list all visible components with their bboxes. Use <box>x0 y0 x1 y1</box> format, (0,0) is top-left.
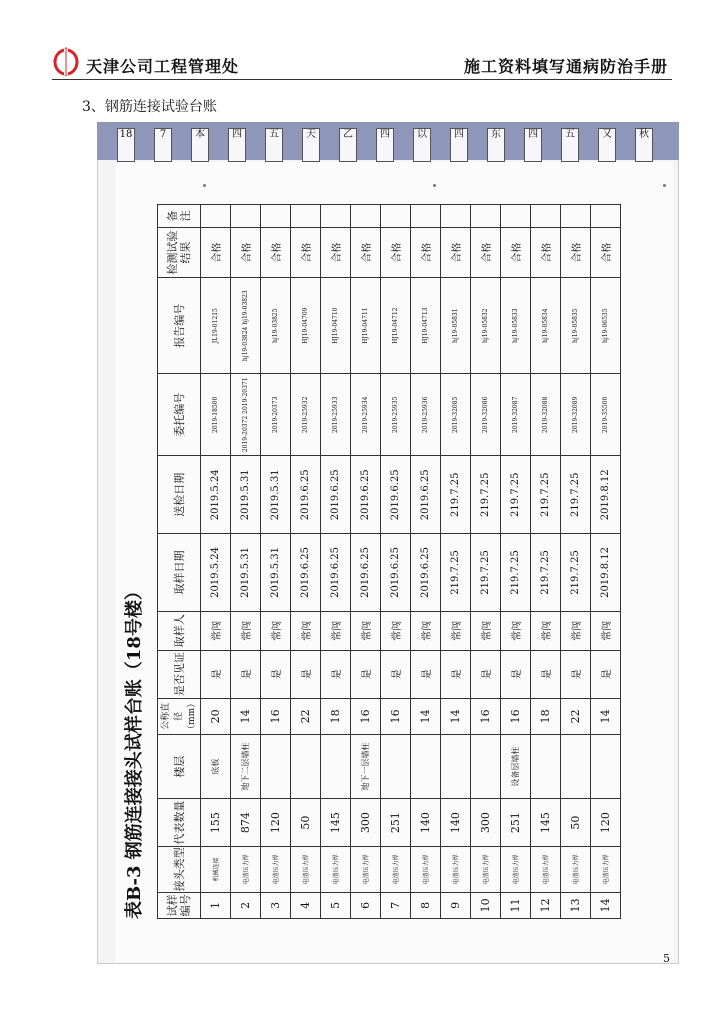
table-row <box>261 205 291 919</box>
cell-floor <box>591 735 621 799</box>
cell-sample-no: 2 <box>231 892 261 918</box>
cell-sample-date: 2019.6.25 <box>321 534 351 612</box>
cell-quantity: 140 <box>441 799 471 847</box>
header-send-date: 送检日期 <box>158 456 201 534</box>
binder-tab: 东 <box>487 128 505 162</box>
cell-send-date: 219.7.25 <box>441 456 471 534</box>
cell-remark <box>381 205 411 228</box>
cell-commission-no: 2019-20372 2019-20371 <box>231 374 261 456</box>
cell-diameter: 18 <box>321 698 351 735</box>
header-floor: 楼层 <box>158 735 201 799</box>
cell-sample-date: 2019.6.25 <box>351 534 381 612</box>
cell-joint-type: 电渣压力焊 <box>471 847 501 893</box>
cell-joint-type: 电渣压力焊 <box>591 847 621 893</box>
cell-result: 合格 <box>321 227 351 277</box>
cell-diameter: 14 <box>441 698 471 735</box>
cell-sampler: 常闯 <box>261 611 291 650</box>
cell-sampler: 常闯 <box>561 611 591 650</box>
table-row <box>501 205 531 919</box>
cell-send-date: 2019.6.25 <box>351 456 381 534</box>
cell-sampler: 常闯 <box>291 611 321 650</box>
header-sample-date: 取样日期 <box>158 534 201 612</box>
table-row <box>561 205 591 919</box>
cell-diameter: 14 <box>591 698 621 735</box>
cell-result: 合格 <box>501 227 531 277</box>
cell-result: 合格 <box>291 227 321 277</box>
cell-quantity: 50 <box>291 799 321 847</box>
cell-remark <box>501 205 531 228</box>
cell-sample-no: 14 <box>591 892 621 918</box>
cell-floor: 地下二层墙柱 <box>231 735 261 799</box>
cell-commission-no: 2019-35500 <box>591 374 621 456</box>
cell-floor: 底板 <box>201 735 231 799</box>
header-divider <box>52 79 672 80</box>
header-diameter: 公称直径（mm） <box>158 698 201 735</box>
cell-send-date: 2019.6.25 <box>381 456 411 534</box>
cell-sample-no: 12 <box>531 892 561 918</box>
cell-remark <box>561 205 591 228</box>
cell-report-no: hj19-03824 hj19-03823 <box>231 278 261 374</box>
cell-result: 合格 <box>201 227 231 277</box>
cell-report-no: hj19-05835 <box>561 278 591 374</box>
cell-sample-date: 2019.8.12 <box>591 534 621 612</box>
cell-remark <box>261 205 291 228</box>
cell-sample-no: 5 <box>321 892 351 918</box>
table-row <box>411 205 441 919</box>
header-joint-type: 接头类型 <box>158 847 201 893</box>
cell-joint-type: 电渣压力焊 <box>261 847 291 893</box>
header-quantity: 代表数量 <box>158 799 201 847</box>
cell-quantity: 251 <box>501 799 531 847</box>
cell-report-no: HJ19-04712 <box>381 278 411 374</box>
cell-witness: 是 <box>201 650 231 698</box>
cell-diameter: 14 <box>411 698 441 735</box>
table-row <box>441 205 471 919</box>
cell-sample-date: 2019.5.24 <box>201 534 231 612</box>
cell-sampler: 常闯 <box>321 611 351 650</box>
cell-remark <box>441 205 471 228</box>
cell-sample-date: 2019.6.25 <box>381 534 411 612</box>
cell-witness: 是 <box>411 650 441 698</box>
cell-remark <box>291 205 321 228</box>
table-row <box>471 205 501 919</box>
cell-commission-no: 2019-32085 <box>441 374 471 456</box>
cell-result: 合格 <box>591 227 621 277</box>
cell-joint-type: 电渣压力焊 <box>501 847 531 893</box>
cell-diameter: 22 <box>561 698 591 735</box>
table-row <box>531 205 561 919</box>
header-result: 检测试验结果 <box>158 227 201 277</box>
cell-joint-type: 电渣压力焊 <box>351 847 381 893</box>
cell-sample-date: 219.7.25 <box>531 534 561 612</box>
cell-report-no: hj19-05831 <box>441 278 471 374</box>
cell-sampler: 常闯 <box>531 611 561 650</box>
table-header-row <box>158 205 201 919</box>
cell-diameter: 16 <box>261 698 291 735</box>
cell-sample-date: 219.7.25 <box>501 534 531 612</box>
cell-report-no: hj19-05832 <box>471 278 501 374</box>
cell-sampler: 常闯 <box>591 611 621 650</box>
cell-report-no: HJ19-04709 <box>291 278 321 374</box>
binder-tab: 五 <box>561 128 579 162</box>
cell-sample-date: 2019.6.25 <box>291 534 321 612</box>
cell-quantity: 50 <box>561 799 591 847</box>
cell-witness: 是 <box>471 650 501 698</box>
cell-sampler: 常闯 <box>471 611 501 650</box>
table-title: 表B-3 钢筋连接接头试样台账（18号楼） <box>124 582 145 919</box>
cell-remark <box>321 205 351 228</box>
table-row <box>351 205 381 919</box>
cell-quantity: 145 <box>531 799 561 847</box>
cell-witness: 是 <box>441 650 471 698</box>
cell-commission-no: 2019-32088 <box>531 374 561 456</box>
table-row <box>321 205 351 919</box>
cell-floor <box>561 735 591 799</box>
ledger-table <box>157 204 621 919</box>
cell-result: 合格 <box>381 227 411 277</box>
cell-diameter: 22 <box>291 698 321 735</box>
cell-send-date: 219.7.25 <box>501 456 531 534</box>
cell-send-date: 219.7.25 <box>561 456 591 534</box>
cell-joint-type: 电渣压力焊 <box>441 847 471 893</box>
cell-result: 合格 <box>561 227 591 277</box>
cell-commission-no: 2019-25936 <box>411 374 441 456</box>
cell-sampler: 常闯 <box>231 611 261 650</box>
cell-joint-type: 电渣压力焊 <box>231 847 261 893</box>
table-row <box>231 205 261 919</box>
cell-sampler: 常闯 <box>201 611 231 650</box>
binder-tab: 秋 <box>635 128 653 162</box>
cell-commission-no: 2019-25932 <box>291 374 321 456</box>
table-row <box>201 205 231 919</box>
cell-result: 合格 <box>411 227 441 277</box>
cell-sample-no: 4 <box>291 892 321 918</box>
binder-tab: 天 <box>302 128 320 162</box>
cell-witness: 是 <box>531 650 561 698</box>
cell-witness: 是 <box>501 650 531 698</box>
cell-sample-no: 6 <box>351 892 381 918</box>
company-logo-icon <box>51 45 81 77</box>
cell-result: 合格 <box>351 227 381 277</box>
binder-tab: 以 <box>413 128 431 162</box>
cell-sample-date: 2019.5.31 <box>231 534 261 612</box>
cell-quantity: 300 <box>471 799 501 847</box>
cell-report-no: hj19-05833 <box>501 278 531 374</box>
cell-remark <box>411 205 441 228</box>
cell-quantity: 251 <box>381 799 411 847</box>
rotated-table-container <box>115 204 613 919</box>
cell-witness: 是 <box>231 650 261 698</box>
cell-sample-no: 11 <box>501 892 531 918</box>
table-row <box>591 205 621 919</box>
binder-tab: 五 <box>265 128 283 162</box>
cell-joint-type: 电渣压力焊 <box>561 847 591 893</box>
cell-sample-date: 219.7.25 <box>561 534 591 612</box>
cell-diameter: 16 <box>471 698 501 735</box>
cell-floor <box>261 735 291 799</box>
cell-sample-no: 13 <box>561 892 591 918</box>
header-commission-no: 委托编号 <box>158 374 201 456</box>
cell-sample-date: 219.7.25 <box>441 534 471 612</box>
cell-diameter: 16 <box>351 698 381 735</box>
cell-commission-no: 2019-25933 <box>321 374 351 456</box>
cell-quantity: 874 <box>231 799 261 847</box>
binder-tab: 又 <box>598 128 616 162</box>
page-number: 5 <box>663 952 670 965</box>
cell-report-no: JL19-01215 <box>201 278 231 374</box>
cell-floor <box>321 735 351 799</box>
cell-sample-date: 219.7.25 <box>471 534 501 612</box>
cell-sample-date: 2019.6.25 <box>411 534 441 612</box>
cell-remark <box>471 205 501 228</box>
cell-sample-no: 1 <box>201 892 231 918</box>
table-row <box>381 205 411 919</box>
cell-commission-no: 2019-32087 <box>501 374 531 456</box>
binder-tab: 18 <box>117 128 135 162</box>
cell-witness: 是 <box>351 650 381 698</box>
cell-remark <box>351 205 381 228</box>
binder-tab: 乙 <box>339 128 357 162</box>
cell-diameter: 18 <box>531 698 561 735</box>
cell-sampler: 常闯 <box>381 611 411 650</box>
cell-sampler: 常闯 <box>441 611 471 650</box>
cell-sample-no: 9 <box>441 892 471 918</box>
company-name: 天津公司工程管理处 <box>86 57 240 76</box>
cell-sample-no: 7 <box>381 892 411 918</box>
cell-diameter: 20 <box>201 698 231 735</box>
header-sample-no: 试样编号 <box>158 892 201 918</box>
cell-floor: 设备层墙柱 <box>501 735 531 799</box>
cell-send-date: 219.7.25 <box>471 456 501 534</box>
manual-title: 施工资料填写通病防治手册 <box>463 57 668 76</box>
cell-quantity: 140 <box>411 799 441 847</box>
cell-result: 合格 <box>231 227 261 277</box>
cell-result: 合格 <box>441 227 471 277</box>
cell-joint-type: 电渣压力焊 <box>411 847 441 893</box>
cell-floor <box>291 735 321 799</box>
header-remark: 备注 <box>158 205 201 228</box>
cell-commission-no: 2019-18500 <box>201 374 231 456</box>
cell-sample-no: 3 <box>261 892 291 918</box>
cell-floor <box>471 735 501 799</box>
cell-diameter: 14 <box>231 698 261 735</box>
cell-joint-type: 电渣压力焊 <box>321 847 351 893</box>
cell-quantity: 300 <box>351 799 381 847</box>
binder-tab: 四 <box>376 128 394 162</box>
binder-tabs <box>117 128 677 162</box>
cell-quantity: 155 <box>201 799 231 847</box>
cell-send-date: 2019.5.31 <box>231 456 261 534</box>
cell-witness: 是 <box>561 650 591 698</box>
cell-report-no: HJ19-04713 <box>411 278 441 374</box>
cell-sample-no: 10 <box>471 892 501 918</box>
cell-remark <box>231 205 261 228</box>
cell-joint-type: 电渣压力焊 <box>291 847 321 893</box>
cell-commission-no: 2019-32089 <box>561 374 591 456</box>
cell-floor <box>441 735 471 799</box>
cell-joint-type: 电渣压力焊 <box>531 847 561 893</box>
cell-witness: 是 <box>321 650 351 698</box>
cell-commission-no: 2019-20373 <box>261 374 291 456</box>
cell-send-date: 2019.6.25 <box>411 456 441 534</box>
cell-joint-type: 电渣压力焊 <box>381 847 411 893</box>
cell-result: 合格 <box>471 227 501 277</box>
header-witness: 是否见证 <box>158 650 201 698</box>
binder-tab: 四 <box>228 128 246 162</box>
cell-report-no: HJ19-04710 <box>321 278 351 374</box>
cell-result: 合格 <box>261 227 291 277</box>
cell-sample-no: 8 <box>411 892 441 918</box>
cell-joint-type: 机械连接 <box>201 847 231 893</box>
cell-send-date: 2019.6.25 <box>321 456 351 534</box>
cell-send-date: 2019.5.31 <box>261 456 291 534</box>
cell-witness: 是 <box>381 650 411 698</box>
cell-sampler: 常闯 <box>411 611 441 650</box>
cell-floor <box>411 735 441 799</box>
cell-diameter: 16 <box>381 698 411 735</box>
cell-sampler: 常闯 <box>351 611 381 650</box>
cell-quantity: 145 <box>321 799 351 847</box>
cell-witness: 是 <box>261 650 291 698</box>
header-sampler: 取样人 <box>158 611 201 650</box>
cell-quantity: 120 <box>261 799 291 847</box>
cell-quantity: 120 <box>591 799 621 847</box>
table-row <box>291 205 321 919</box>
cell-commission-no: 2019-25935 <box>381 374 411 456</box>
cell-sampler: 常闯 <box>501 611 531 650</box>
cell-remark <box>591 205 621 228</box>
cell-witness: 是 <box>591 650 621 698</box>
binder-tab: 四 <box>524 128 542 162</box>
cell-report-no: HJ19-04711 <box>351 278 381 374</box>
cell-floor <box>531 735 561 799</box>
cell-witness: 是 <box>291 650 321 698</box>
header-report-no: 报告编号 <box>158 278 201 374</box>
binder-tab: 7 <box>154 128 172 162</box>
binder-tab: 本 <box>191 128 209 162</box>
cell-sample-date: 2019.5.31 <box>261 534 291 612</box>
cell-floor: 地下一层墙柱 <box>351 735 381 799</box>
cell-report-no: hj19-05834 <box>531 278 561 374</box>
cell-remark <box>201 205 231 228</box>
cell-report-no: hj19-06535 <box>591 278 621 374</box>
section-title: 3、钢筋连接试验台账 <box>82 99 217 115</box>
cell-send-date: 2019.8.12 <box>591 456 621 534</box>
cell-send-date: 2019.6.25 <box>291 456 321 534</box>
cell-remark <box>531 205 561 228</box>
cell-send-date: 2019.5.24 <box>201 456 231 534</box>
cell-send-date: 219.7.25 <box>531 456 561 534</box>
cell-diameter: 16 <box>501 698 531 735</box>
binder-tab: 四 <box>450 128 468 162</box>
cell-commission-no: 2019-32086 <box>471 374 501 456</box>
cell-floor <box>381 735 411 799</box>
page-header <box>0 0 724 90</box>
cell-result: 合格 <box>531 227 561 277</box>
cell-report-no: hj19-03825 <box>261 278 291 374</box>
cell-commission-no: 2019-25934 <box>351 374 381 456</box>
